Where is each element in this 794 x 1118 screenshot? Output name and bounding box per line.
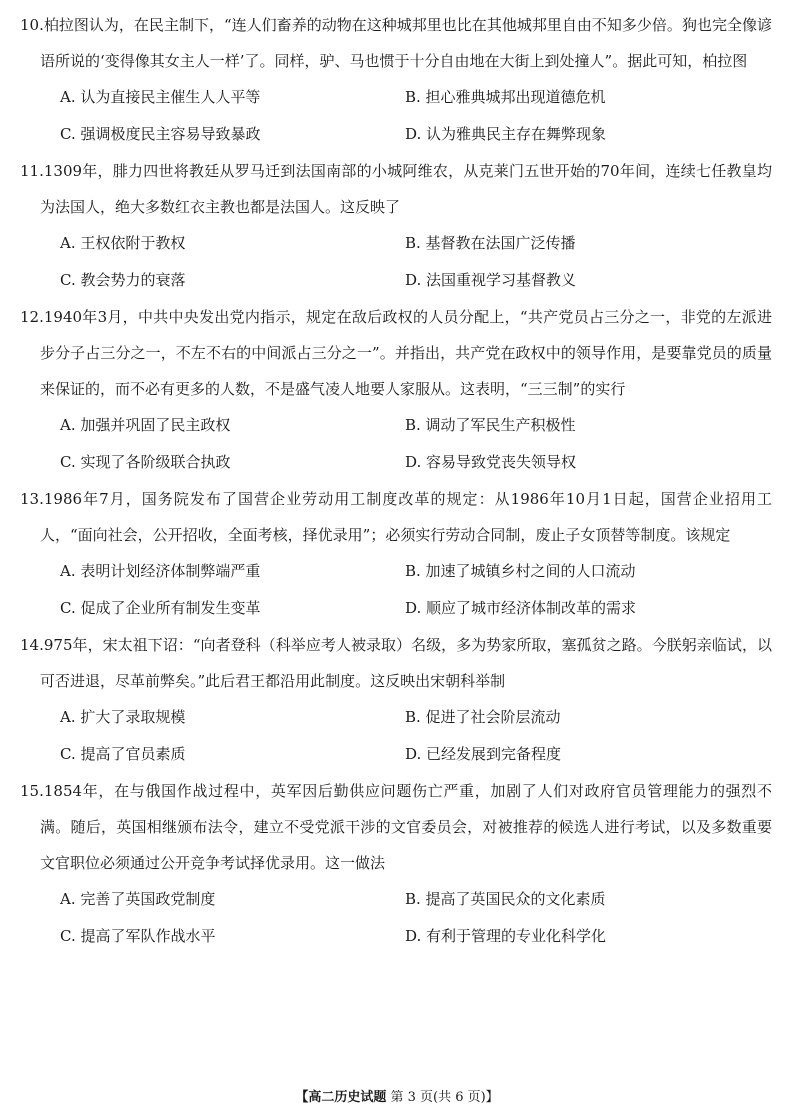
options-row bbox=[40, 444, 772, 481]
options-row bbox=[40, 262, 772, 299]
options-row bbox=[40, 736, 772, 773]
footer-page-number: 第 3 页(共 6 页)】 bbox=[390, 1090, 499, 1105]
question-stem bbox=[20, 153, 772, 225]
options-row bbox=[40, 918, 772, 955]
options-row bbox=[40, 116, 772, 153]
option-c: C. 实现了各阶级联合执政 bbox=[60, 453, 231, 471]
option-b: B. 调动了军民生产积极性 bbox=[405, 416, 576, 434]
option-d: D. 法国重视学习基督教义 bbox=[405, 271, 577, 289]
question-text: 1940年3月，中共中央发出党内指示，规定在敌后政权的人员分配上，“共产党员占三分之一，非党的左派进步分子占三分之一，不左不右的中间派占三分之一”。并指出，共产党在政权中的领导作用，是要靠党员的质量来保证的，而不必有更多的人数，不是盛气凌人地要人家服从。这表明，“三三制”的实行 bbox=[40, 308, 772, 398]
option-b: B. 加速了城镇乡村之间的人口流动 bbox=[405, 562, 636, 580]
question-14 bbox=[20, 627, 772, 773]
question-stem bbox=[20, 481, 772, 553]
question-stem bbox=[20, 627, 772, 699]
option-d: D. 认为雅典民主存在舞弊现象 bbox=[405, 125, 607, 143]
question-stem bbox=[20, 773, 772, 881]
option-c: C. 强调极度民主容易导致暴政 bbox=[60, 125, 261, 143]
options-row bbox=[40, 79, 772, 116]
question-text: 1854年，在与俄国作战过程中，英军因后勤供应问题伤亡严重，加剧了人们对政府官员管理能力的强烈不满。随后，英国相继颁布法令，建立不受党派干涉的文官委员会，对被推荐的候选人进行考试，以及多数重要文官职位必须通过公开竞争考试择优录用。这一做法 bbox=[40, 782, 772, 872]
page-footer bbox=[0, 1089, 794, 1107]
option-c: C. 促成了企业所有制发生变革 bbox=[60, 599, 261, 617]
options-row bbox=[40, 699, 772, 736]
question-number: 10. bbox=[20, 16, 44, 34]
option-a: A. 表明计划经济体制弊端严重 bbox=[60, 562, 261, 580]
question-10 bbox=[20, 7, 772, 153]
question-stem bbox=[20, 7, 772, 79]
options-row bbox=[40, 407, 772, 444]
option-c: C. 教会势力的衰落 bbox=[60, 271, 186, 289]
question-stem bbox=[20, 299, 772, 407]
question-text: 1309年，腓力四世将教廷从罗马迁到法国南部的小城阿维农，从克莱门五世开始的70年间，连续七任教皇均为法国人，绝大多数红衣主教也都是法国人。这反映了 bbox=[40, 162, 772, 216]
options-row bbox=[40, 553, 772, 590]
option-b: B. 促进了社会阶层流动 bbox=[405, 708, 561, 726]
option-a: A. 王权依附于教权 bbox=[60, 234, 186, 252]
option-b: B. 基督教在法国广泛传播 bbox=[405, 234, 576, 252]
option-d: D. 容易导致党丧失领导权 bbox=[405, 453, 577, 471]
question-text: 1986年7月，国务院发布了国营企业劳动用工制度改革的规定：从1986年10月1日起，国营企业招用工人，“面向社会，公开招收，全面考核，择优录用”；必须实行劳动合同制，废止子女顶替等制度。该规定 bbox=[40, 490, 772, 544]
question-15 bbox=[20, 773, 772, 955]
options-row bbox=[40, 225, 772, 262]
footer-exam-title: 【高二历史试题 bbox=[295, 1090, 387, 1105]
option-d: D. 已经发展到完备程度 bbox=[405, 745, 562, 763]
question-number: 15. bbox=[20, 782, 44, 800]
question-11 bbox=[20, 153, 772, 299]
option-d: D. 有利于管理的专业化科学化 bbox=[405, 927, 607, 945]
option-a: A. 完善了英国政党制度 bbox=[60, 890, 216, 908]
question-text: 柏拉图认为，在民主制下，“连人们畜养的动物在这种城邦里也比在其他城邦里自由不知多少倍。狗也完全像谚语所说的‘变得像其女主人一样’了。同样，驴、马也惯于十分自由地在大街上到处撞人”。据此可知，柏拉图 bbox=[40, 16, 772, 70]
options-row bbox=[40, 590, 772, 627]
option-c: C. 提高了官员素质 bbox=[60, 745, 186, 763]
question-number: 11. bbox=[20, 162, 44, 180]
question-number: 12. bbox=[20, 308, 44, 326]
question-12 bbox=[20, 299, 772, 481]
option-a: A. 加强并巩固了民主政权 bbox=[60, 416, 231, 434]
option-c: C. 提高了军队作战水平 bbox=[60, 927, 216, 945]
options-row bbox=[40, 881, 772, 918]
option-b: B. 提高了英国民众的文化素质 bbox=[405, 890, 606, 908]
option-d: D. 顺应了城市经济体制改革的需求 bbox=[405, 599, 637, 617]
question-text: 975年，宋太祖下诏：“向者登科（科举应考人被录取）名级，多为势家所取，塞孤贫之路。今朕躬亲临试，以可否进退，尽革前弊矣。”此后君王都沿用此制度。这反映出宋朝科举制 bbox=[40, 636, 772, 690]
question-number: 13. bbox=[20, 490, 44, 508]
question-13 bbox=[20, 481, 772, 627]
option-a: A. 认为直接民主催生人人平等 bbox=[60, 88, 261, 106]
question-number: 14. bbox=[20, 636, 44, 654]
option-a: A. 扩大了录取规模 bbox=[60, 708, 186, 726]
option-b: B. 担心雅典城邦出现道德危机 bbox=[405, 88, 606, 106]
